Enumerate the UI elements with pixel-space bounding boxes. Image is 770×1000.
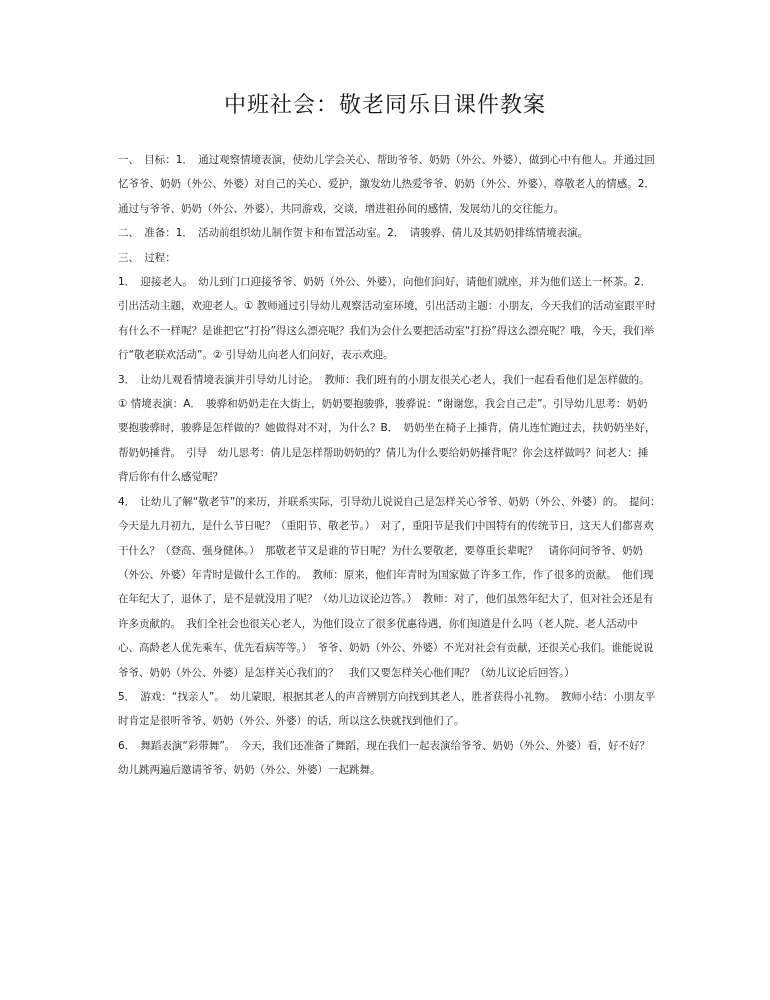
paragraph-step-5: 5． 游戏：“找亲人”。 幼儿蒙眼，根据其老人的声音辨别方向找到其老人，胜者获得小礼物。 教师小结：小朋友平时肯定是很听爷爷、奶奶（外公、外婆）的话，所以这么快就找到他们了。: [118, 690, 656, 728]
paragraph-preparation: 二、 准备：1． 活动前组织幼儿制作贺卡和布置活动室。2． 请骏骅、倩儿及其奶奶排练情境表演。: [118, 227, 589, 240]
paragraph-goals: 一、 目标：1． 通过观察情境表演，使幼儿学会关心、帮助爷爷、奶奶（外公、外婆），做到心中有他人。并通过回忆爷爷、奶奶（外公、外婆）对自己的关心、爱护，激发幼儿热爱爷爷、奶奶（外公、外婆），尊敬老人的情感。2． 通过与爷爷、奶奶（外公、外婆），共同游戏，交谈，增进祖孙间的感情，发展幼儿的交往能力。: [118, 154, 661, 215]
document-title: 中班社会：敬老同乐日课件教案: [223, 93, 546, 118]
paragraph-step-6: 6． 舞蹈表演“彩带舞”。 今天，我们还准备了舞蹈，现在我们一起表演给爷爷、奶奶（外公、外婆）看，好不好？幼儿跳两遍后邀请爷爷、奶奶（外公、外婆）一起跳舞。: [118, 739, 651, 777]
paragraph-step-4: 4． 让幼儿了解“敬老节”的来历，并联系实际，引导幼儿说说自己是怎样关心爷爷、奶奶（外公、外婆）的。 提问： 今天是九月初九，是什么节日呢？（重阳节、敬老节。） 对了，重阳节是我们中国特有的传统节日，这天人们都喜欢干什么？（登高、强身健体。） 那敬老节又是谁的节日呢？为什么要敬老，要尊重长辈呢？ 请你问问爷爷、奶奶（外公、外婆）年青时是做什么工作的。 教师：原来，他们年青时为国家做了许多工作，作了很多的贡献。 他们现在年纪大了，退休了，是不是就没用了呢？（幼儿边议论边答。） 教师：对了，他们虽然年纪大了，但对社会还是有许多贡献的。 我们全社会也很关心老人，为他们设立了很多优惠待遇，你们知道是什么吗（老人院、老人活动中心、高龄老人优先乘车、优先看病等等。） 爷爷、奶奶（外公、外婆）不光对社会有贡献，还很关心我们。谁能说说爷爷、奶奶（外公、外婆）是怎样关心我们的？ 我们又要怎样关心他们呢？（幼儿议论后回答。）: [118, 495, 666, 679]
paragraph-step-1-2: 1． 迎接老人。 幼儿到门口迎接爷爷、奶奶（外公、外婆），向他们问好，请他们就座，并为他们送上一杯茶。2． 引出活动主题，欢迎老人。① 教师通过引导幼儿观察活动室环境，引出活动主题：小朋友，今天我们的活动室跟平时有什么不一样呢？是谁把它“打扮”得这么漂亮呢？我们为会什么要把活动室“打扮”得这么漂亮呢？哦，今天，我们举行“敬老联欢活动”。② 引导幼儿向老人们问好，表示欢迎。: [118, 276, 657, 362]
paragraph-process-heading: 三、 过程：: [118, 251, 176, 264]
paragraph-step-3: 3． 让幼儿观看情境表演并引导幼儿讨论。 教师：我们班有的小朋友很关心老人，我们一起看看他们是怎样做的。① 情境表演：A． 骏骅和奶奶走在大街上，奶奶要抱骏骅，骏骅说：“谢谢您，我会自己走”。引导幼儿思考：奶奶要抱骏骅时，骏骅是怎样做的？她做得对不对，为什么？B． 奶奶坐在椅子上捶背，倩儿连忙跑过去，扶奶奶坐好，帮奶奶捶背。 引导 幼儿思考：倩儿是怎样帮助奶奶的？倩儿为什么要给奶奶捶背呢？你会这样做吗？问老人：捶背后你有什么感觉呢？: [118, 373, 656, 484]
document-body: [118, 148, 666, 783]
